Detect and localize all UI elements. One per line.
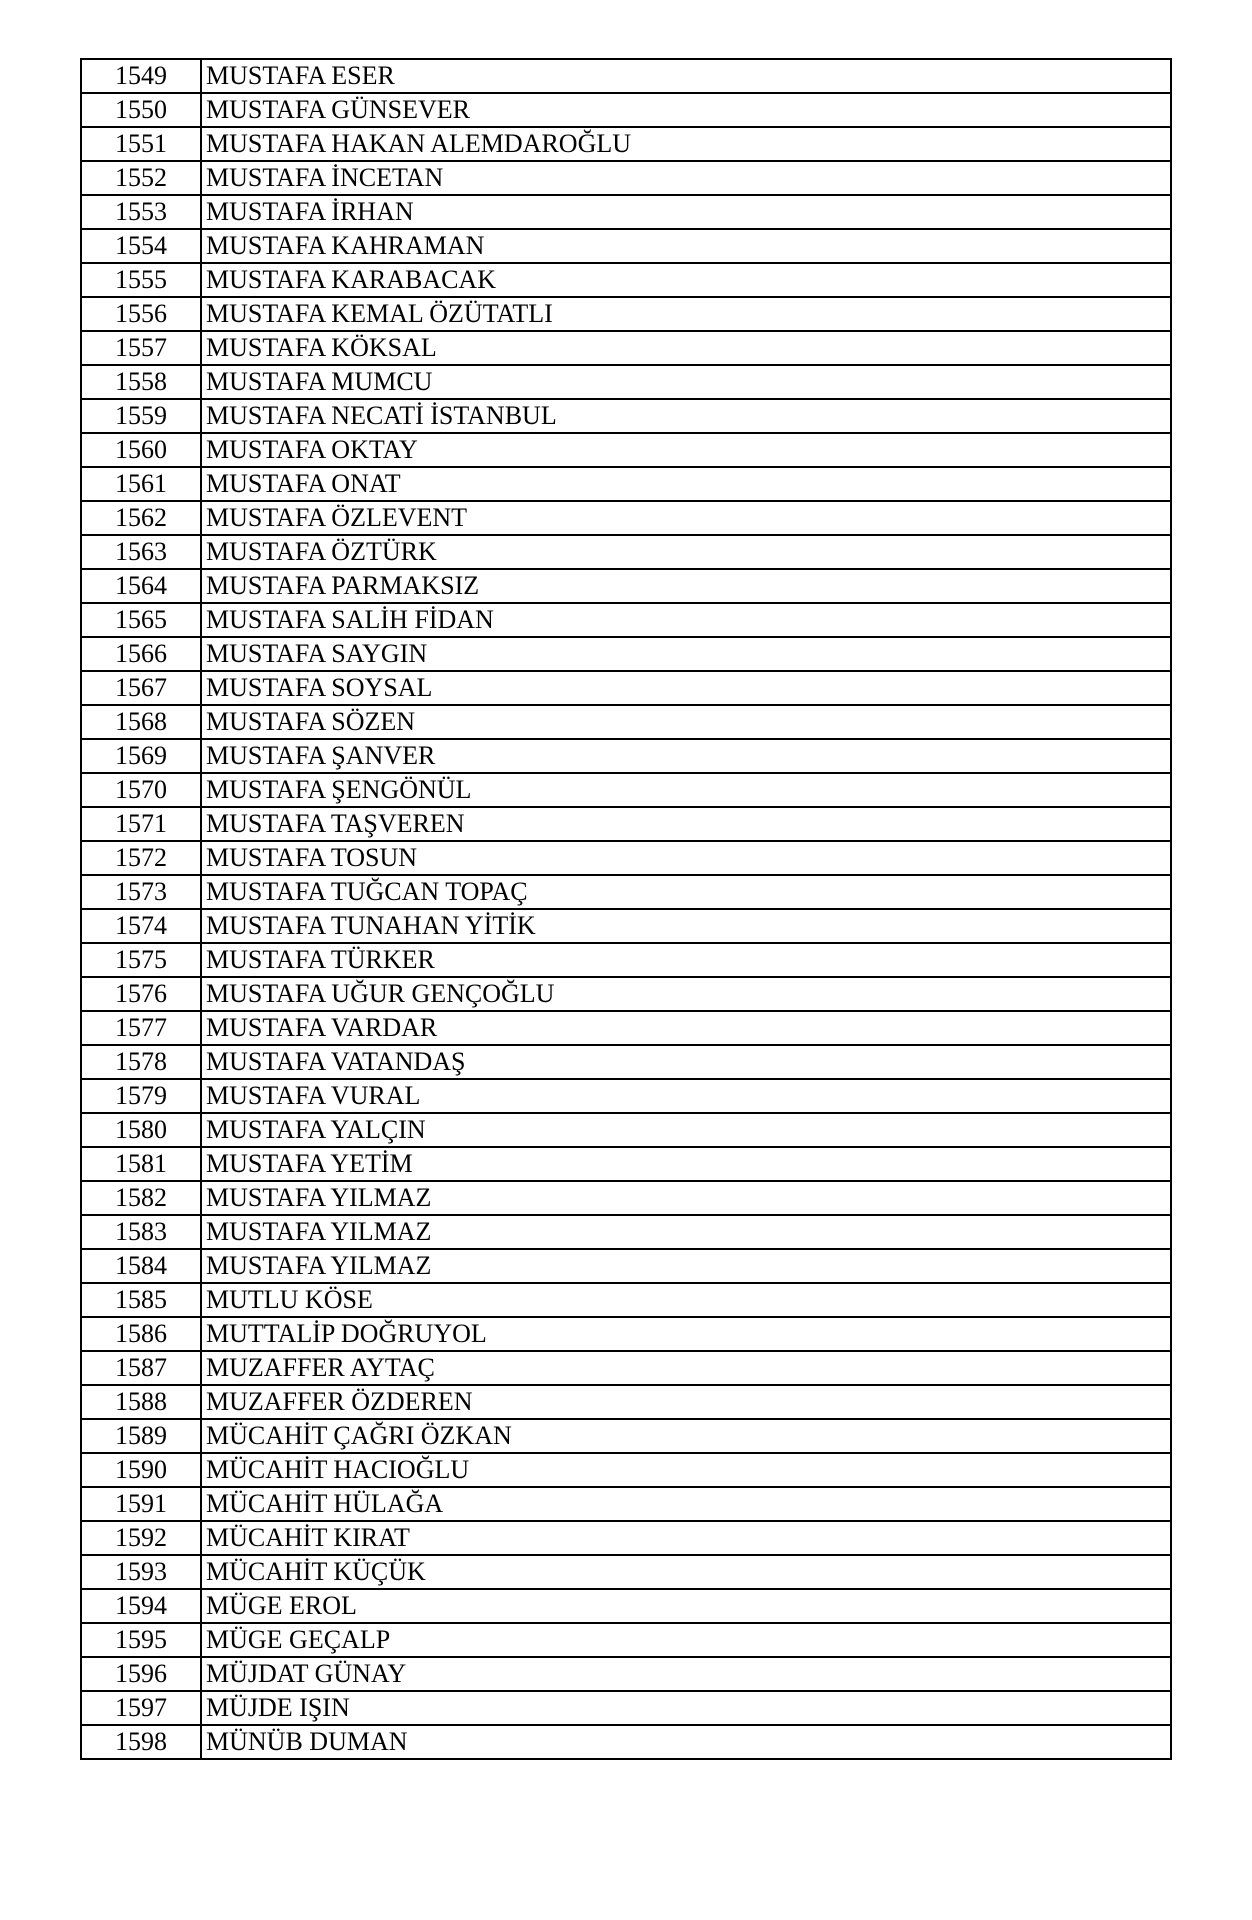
table-row (81, 467, 1171, 501)
table-row (81, 195, 1171, 229)
name-list-table (80, 58, 1172, 1760)
person-name: MUSTAFA ŞANVER (201, 739, 1171, 773)
name-list-body (81, 59, 1171, 1759)
person-name: MUSTAFA NECATİ İSTANBUL (201, 399, 1171, 433)
table-row (81, 1555, 1171, 1589)
table-row (81, 1589, 1171, 1623)
person-name: MUSTAFA KARABACAK (201, 263, 1171, 297)
row-number: 1557 (81, 331, 201, 365)
table-row (81, 365, 1171, 399)
row-number: 1554 (81, 229, 201, 263)
person-name: MUSTAFA VARDAR (201, 1011, 1171, 1045)
table-row (81, 637, 1171, 671)
row-number: 1594 (81, 1589, 201, 1623)
row-number: 1585 (81, 1283, 201, 1317)
row-number: 1586 (81, 1317, 201, 1351)
row-number: 1584 (81, 1249, 201, 1283)
table-row (81, 161, 1171, 195)
row-number: 1596 (81, 1657, 201, 1691)
person-name: MÜCAHİT KÜÇÜK (201, 1555, 1171, 1589)
row-number: 1591 (81, 1487, 201, 1521)
row-number: 1565 (81, 603, 201, 637)
table-row (81, 1623, 1171, 1657)
table-row (81, 93, 1171, 127)
person-name: MUSTAFA İRHAN (201, 195, 1171, 229)
row-number: 1566 (81, 637, 201, 671)
row-number: 1560 (81, 433, 201, 467)
person-name: MUSTAFA VURAL (201, 1079, 1171, 1113)
table-row (81, 841, 1171, 875)
person-name: MUSTAFA TUNAHAN YİTİK (201, 909, 1171, 943)
table-row (81, 1215, 1171, 1249)
person-name: MÜCAHİT HACIOĞLU (201, 1453, 1171, 1487)
row-number: 1568 (81, 705, 201, 739)
row-number: 1598 (81, 1725, 201, 1759)
person-name: MUSTAFA OKTAY (201, 433, 1171, 467)
person-name: MÜJDE IŞIN (201, 1691, 1171, 1725)
table-row (81, 1487, 1171, 1521)
table-row (81, 1351, 1171, 1385)
table-row (81, 773, 1171, 807)
person-name: MUZAFFER ÖZDEREN (201, 1385, 1171, 1419)
row-number: 1573 (81, 875, 201, 909)
row-number: 1576 (81, 977, 201, 1011)
person-name: MUSTAFA İNCETAN (201, 161, 1171, 195)
row-number: 1587 (81, 1351, 201, 1385)
table-row (81, 1079, 1171, 1113)
person-name: MUSTAFA KEMAL ÖZÜTATLI (201, 297, 1171, 331)
person-name: MÜJDAT GÜNAY (201, 1657, 1171, 1691)
person-name: MUSTAFA YILMAZ (201, 1181, 1171, 1215)
person-name: MÜCAHİT ÇAĞRI ÖZKAN (201, 1419, 1171, 1453)
row-number: 1579 (81, 1079, 201, 1113)
table-row (81, 1691, 1171, 1725)
row-number: 1574 (81, 909, 201, 943)
table-row (81, 297, 1171, 331)
table-row (81, 1453, 1171, 1487)
person-name: MUSTAFA KAHRAMAN (201, 229, 1171, 263)
row-number: 1581 (81, 1147, 201, 1181)
table-row (81, 399, 1171, 433)
table-row (81, 807, 1171, 841)
table-row (81, 1283, 1171, 1317)
table-row (81, 1419, 1171, 1453)
row-number: 1597 (81, 1691, 201, 1725)
table-row (81, 875, 1171, 909)
table-row (81, 1725, 1171, 1759)
person-name: MUSTAFA YILMAZ (201, 1215, 1171, 1249)
row-number: 1589 (81, 1419, 201, 1453)
row-number: 1583 (81, 1215, 201, 1249)
row-number: 1588 (81, 1385, 201, 1419)
row-number: 1558 (81, 365, 201, 399)
row-number: 1549 (81, 59, 201, 93)
person-name: MUSTAFA HAKAN ALEMDAROĞLU (201, 127, 1171, 161)
row-number: 1580 (81, 1113, 201, 1147)
person-name: MÜGE GEÇALP (201, 1623, 1171, 1657)
person-name: MUSTAFA VATANDAŞ (201, 1045, 1171, 1079)
person-name: MUSTAFA SOYSAL (201, 671, 1171, 705)
person-name: MUSTAFA YILMAZ (201, 1249, 1171, 1283)
row-number: 1577 (81, 1011, 201, 1045)
person-name: MUSTAFA KÖKSAL (201, 331, 1171, 365)
table-row (81, 433, 1171, 467)
table-row (81, 1147, 1171, 1181)
table-row (81, 1317, 1171, 1351)
person-name: MÜCAHİT KIRAT (201, 1521, 1171, 1555)
table-row (81, 263, 1171, 297)
person-name: MÜGE EROL (201, 1589, 1171, 1623)
row-number: 1567 (81, 671, 201, 705)
person-name: MUSTAFA ESER (201, 59, 1171, 93)
row-number: 1553 (81, 195, 201, 229)
row-number: 1563 (81, 535, 201, 569)
row-number: 1564 (81, 569, 201, 603)
person-name: MUSTAFA SALİH FİDAN (201, 603, 1171, 637)
person-name: MUSTAFA TUĞCAN TOPAÇ (201, 875, 1171, 909)
row-number: 1578 (81, 1045, 201, 1079)
row-number: 1561 (81, 467, 201, 501)
table-row (81, 705, 1171, 739)
row-number: 1590 (81, 1453, 201, 1487)
person-name: MUSTAFA ONAT (201, 467, 1171, 501)
row-number: 1592 (81, 1521, 201, 1555)
table-row (81, 1657, 1171, 1691)
table-row (81, 59, 1171, 93)
row-number: 1555 (81, 263, 201, 297)
person-name: MÜNÜB DUMAN (201, 1725, 1171, 1759)
row-number: 1572 (81, 841, 201, 875)
table-row (81, 1521, 1171, 1555)
person-name: MUSTAFA TÜRKER (201, 943, 1171, 977)
table-row (81, 535, 1171, 569)
row-number: 1562 (81, 501, 201, 535)
table-row (81, 977, 1171, 1011)
table-row (81, 739, 1171, 773)
row-number: 1556 (81, 297, 201, 331)
person-name: MUSTAFA ÖZLEVENT (201, 501, 1171, 535)
person-name: MUSTAFA PARMAKSIZ (201, 569, 1171, 603)
person-name: MUSTAFA TAŞVEREN (201, 807, 1171, 841)
person-name: MUTTALİP DOĞRUYOL (201, 1317, 1171, 1351)
table-row (81, 127, 1171, 161)
table-row (81, 909, 1171, 943)
table-row (81, 1249, 1171, 1283)
row-number: 1552 (81, 161, 201, 195)
row-number: 1571 (81, 807, 201, 841)
row-number: 1575 (81, 943, 201, 977)
person-name: MUZAFFER AYTAÇ (201, 1351, 1171, 1385)
person-name: MUSTAFA MUMCU (201, 365, 1171, 399)
row-number: 1582 (81, 1181, 201, 1215)
table-row (81, 229, 1171, 263)
row-number: 1569 (81, 739, 201, 773)
person-name: MUSTAFA SAYGIN (201, 637, 1171, 671)
person-name: MUSTAFA ŞENGÖNÜL (201, 773, 1171, 807)
person-name: MUSTAFA UĞUR GENÇOĞLU (201, 977, 1171, 1011)
person-name: MUSTAFA YETİM (201, 1147, 1171, 1181)
person-name: MUSTAFA TOSUN (201, 841, 1171, 875)
table-row (81, 671, 1171, 705)
person-name: MÜCAHİT HÜLAĞA (201, 1487, 1171, 1521)
row-number: 1593 (81, 1555, 201, 1589)
table-row (81, 1385, 1171, 1419)
table-row (81, 331, 1171, 365)
person-name: MUTLU KÖSE (201, 1283, 1171, 1317)
row-number: 1595 (81, 1623, 201, 1657)
table-row (81, 569, 1171, 603)
row-number: 1570 (81, 773, 201, 807)
person-name: MUSTAFA YALÇIN (201, 1113, 1171, 1147)
row-number: 1551 (81, 127, 201, 161)
table-row (81, 1045, 1171, 1079)
table-row (81, 1113, 1171, 1147)
row-number: 1559 (81, 399, 201, 433)
person-name: MUSTAFA ÖZTÜRK (201, 535, 1171, 569)
row-number: 1550 (81, 93, 201, 127)
table-row (81, 1181, 1171, 1215)
table-row (81, 1011, 1171, 1045)
person-name: MUSTAFA GÜNSEVER (201, 93, 1171, 127)
person-name: MUSTAFA SÖZEN (201, 705, 1171, 739)
table-row (81, 501, 1171, 535)
table-row (81, 603, 1171, 637)
table-row (81, 943, 1171, 977)
